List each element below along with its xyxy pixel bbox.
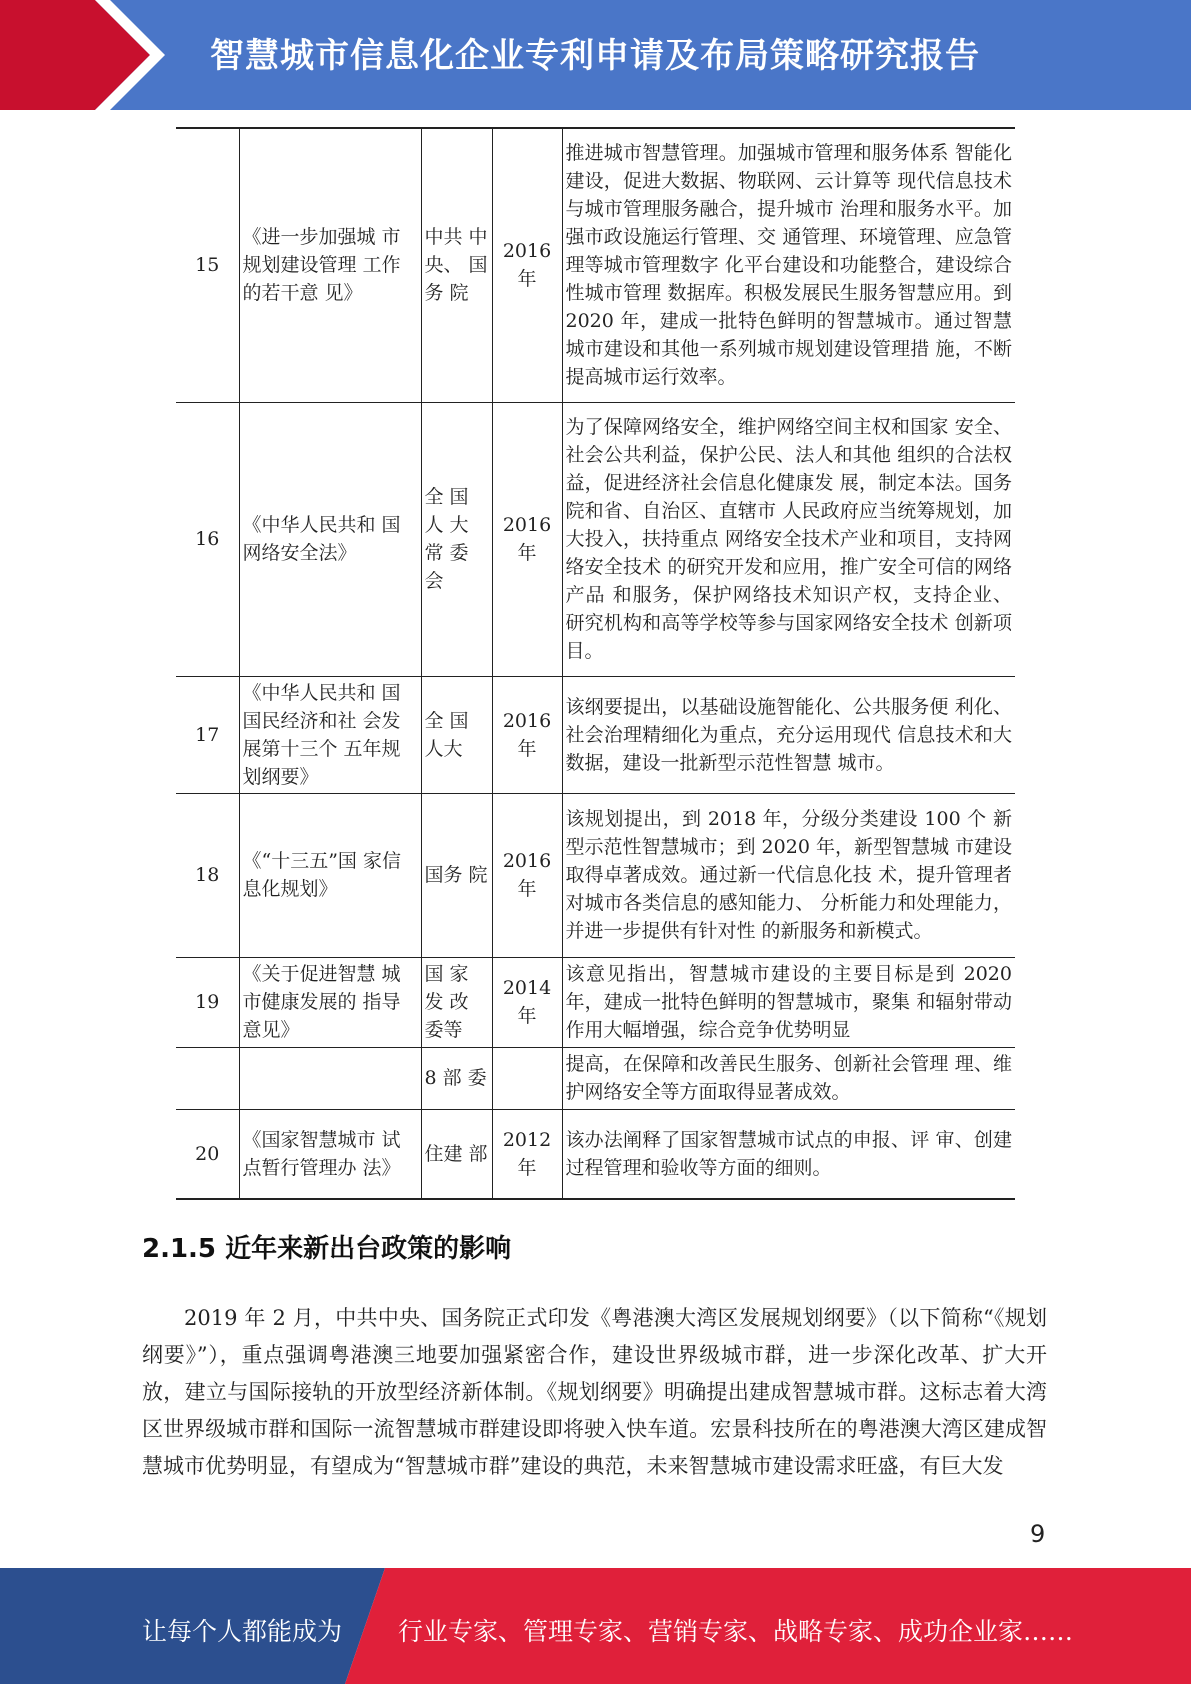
year: 2016 年 <box>492 793 562 957</box>
row-number: 19 <box>176 957 239 1047</box>
table-row <box>176 676 1015 793</box>
table-row <box>176 1109 1015 1199</box>
policy-name: 《国家智慧城市 试点暂行管理办 法》 <box>239 1109 421 1199</box>
row-number: 15 <box>176 128 239 402</box>
issuer: 中共 中 央、 国务 院 <box>421 128 492 402</box>
year: 2014 年 <box>492 957 562 1047</box>
policy-name: 《“十三五”国 家信息化规划》 <box>239 793 421 957</box>
policy-name: 《关于促进智慧 城市健康发展的 指导意见》 <box>239 957 421 1047</box>
section-title: 2.1.5 近年来新出台政策的影响 <box>142 1234 512 1264</box>
policy-name: 《进一步加强城 市规划建设管理 工作的若干意 见》 <box>239 128 421 402</box>
header-bar <box>0 0 1191 110</box>
policy-content: 该纲要提出，以基础设施智能化、公共服务便 利化、社会治理精细化为重点，充分运用现代 信息技术和大数据，建设一批新型示范性智慧 城市。 <box>562 676 1015 793</box>
table-row <box>176 402 1015 676</box>
issuer: 国 家 发 改 委等 <box>421 957 492 1047</box>
policy-content: 提高，在保障和改善民生服务、创新社会管理 理、维护网络安全等方面取得显著成效。 <box>562 1047 1015 1109</box>
row-number: 16 <box>176 402 239 676</box>
issuer: 全 国 人大 <box>421 676 492 793</box>
year: 2016 年 <box>492 402 562 676</box>
row-number: 18 <box>176 793 239 957</box>
issuer: 国务 院 <box>421 793 492 957</box>
issuer: 住建 部 <box>421 1109 492 1199</box>
table-row <box>176 128 1015 402</box>
year: 2016 年 <box>492 676 562 793</box>
row-number: 20 <box>176 1109 239 1199</box>
policy-content: 该意见指出，智慧城市建设的主要目标是到 2020 年，建成一批特色鲜明的智慧城市，聚集 和辐射带动作用大幅增强，综合竞争优势明显 <box>562 957 1015 1047</box>
issuer: 全 国 人 大 常 委 会 <box>421 402 492 676</box>
row-number <box>176 1047 239 1109</box>
document-title: 智慧城市信息化企业专利申请及布局策略研究报告 <box>210 36 980 76</box>
policy-content: 为了保障网络安全，维护网络空间主权和国家 安全、社会公共利益，保护公民、法人和其他 组织的合法权益，促进经济社会信息化健康发 展，制定本法。国务院和省、自治区、直辖市 人民政府应当统筹规划，加大投入，扶持重点 网络安全技术产业和项目，支持网络安全技术 的研究开发和应用，推广安全可信的网络产品 和服务，保护网络技术知识产权，支持企业、 研究机构和高等学校等参与国家网络安全技术 创新项目。 <box>562 402 1015 676</box>
table-row <box>176 1047 1015 1109</box>
table-row <box>176 793 1015 957</box>
footer-slogan-right: 行业专家、管理专家、营销专家、战略专家、成功企业家…… <box>398 1617 1074 1646</box>
policy-name: 《中华人民共和 国网络安全法》 <box>239 402 421 676</box>
policy-content: 推进城市智慧管理。加强城市管理和服务体系 智能化建设，促进大数据、物联网、云计算等 现代信息技术与城市管理服务融合，提升城市 治理和服务水平。加强市政设施运行管理、交 通管理、环境管理、应急管理等城市管理数字 化平台建设和功能整合，建设综合性城市管理 数据库。积极发展民生服务智慧应用。到 2020 年，建成一批特色鲜明的智慧城市。通过智慧 城市建设和其他一系列城市规划建设管理措 施，不断提高城市运行效率。 <box>562 128 1015 402</box>
body-paragraph: 2019 年 2 月，中共中央、国务院正式印发《粤港澳大湾区发展规划纲要》（以下简称“《规划纲要》”），重点强调粤港澳三地要加强紧密合作，建设世界级城市群，进一步深化改革、扩大开放，建立与国际接轨的开放型经济新体制。《规划纲要》明确提出建成智慧城市群。这标志着大湾区世界级城市群和国际一流智慧城市群建设即将驶入快车道。宏景科技所在的粤港澳大湾区建成智慧城市优势明显，有望成为“智慧城市群”建设的典范，未来智慧城市建设需求旺盛，有巨大发 <box>142 1306 1047 1478</box>
year: 2012 年 <box>492 1109 562 1199</box>
page-number: 9 <box>1030 1520 1046 1548</box>
policy-name <box>239 1047 421 1109</box>
policy-table <box>176 127 1015 1200</box>
policy-content: 该规划提出，到 2018 年，分级分类建设 100 个 新型示范性智慧城市；到 2020 年，新型智慧城 市建设取得卓著成效。通过新一代信息化技 术，提升管理者对城市各类信息的感知能力、 分析能力和处理能力，并进一步提供有针对性 的新服务和新模式。 <box>562 793 1015 957</box>
row-number: 17 <box>176 676 239 793</box>
year <box>492 1047 562 1109</box>
footer-slogan-left: 让每个人都能成为 <box>142 1617 343 1646</box>
year: 2016 年 <box>492 128 562 402</box>
policy-name: 《中华人民共和 国国民经济和社 会发展第十三个 五年规划纲要》 <box>239 676 421 793</box>
table-row <box>176 957 1015 1047</box>
issuer: 8 部 委 <box>421 1047 492 1109</box>
policy-content: 该办法阐释了国家智慧城市试点的申报、评 审、创建过程管理和验收等方面的细则。 <box>562 1109 1015 1199</box>
